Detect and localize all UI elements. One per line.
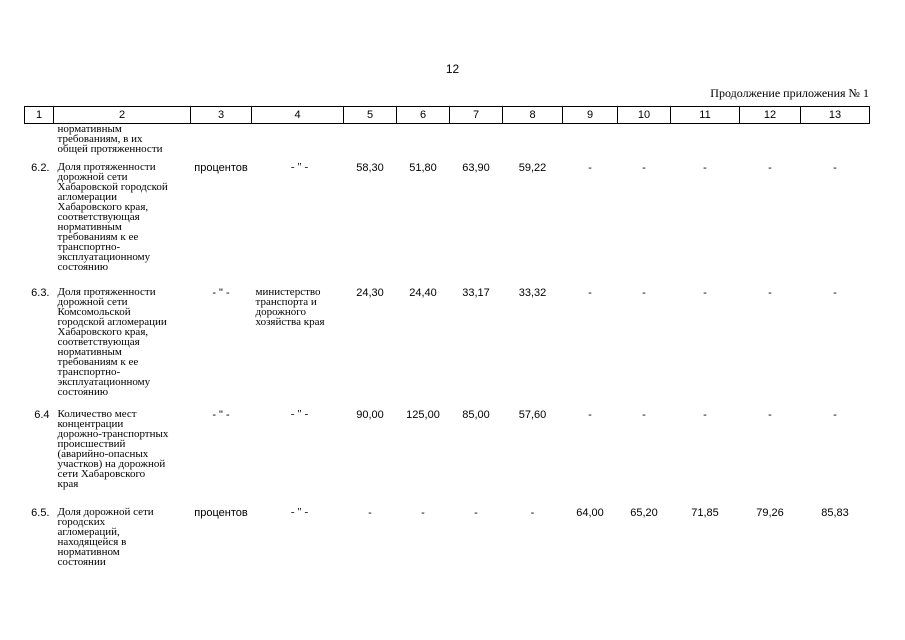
value-cell: - — [588, 408, 592, 421]
description-line: нормативным — [57, 220, 122, 233]
description-line: требованиям к ее — [57, 230, 139, 243]
description-line: требованиям, в их — [57, 133, 143, 145]
value-cell: - — [588, 161, 592, 174]
value-cell: - — [833, 161, 837, 174]
description-line: нормативным — [57, 123, 122, 135]
description-line: требованиям к ее — [57, 355, 139, 368]
responsible-line: дорожного — [255, 305, 307, 318]
value-cell: 51,80 — [409, 161, 437, 174]
description-line: Хабаровского края, — [57, 325, 149, 338]
column-header: 3 — [191, 107, 252, 124]
description-line: Доля протяженности — [57, 285, 156, 298]
description-line: агломерации — [57, 190, 118, 203]
value-cell: 24,40 — [409, 286, 437, 299]
value-cell: 64,00 — [576, 506, 604, 519]
description-line: сети Хабаровского — [57, 467, 146, 480]
responsible-cell — [252, 284, 344, 406]
value-cell: 85,83 — [821, 506, 849, 519]
value-cell: - — [703, 161, 707, 174]
description-line: агломераций, — [57, 525, 120, 538]
description-line: концентрации — [57, 417, 124, 430]
unit-cell: процентов — [194, 506, 248, 519]
value-cell: - — [833, 408, 837, 421]
responsible-line: - " - — [290, 160, 309, 173]
value-cell: - — [530, 506, 535, 519]
row-description — [54, 124, 191, 159]
description-line: Хабаровской городской — [57, 180, 168, 193]
description-line: Доля протяженности — [57, 160, 156, 173]
value-cell: 71,85 — [691, 506, 719, 519]
responsible-cell — [252, 504, 344, 574]
value-cell: 58,30 — [356, 161, 384, 174]
value-cell: 65,20 — [630, 506, 658, 519]
value-cell: - — [368, 506, 372, 519]
table-row — [25, 159, 870, 284]
column-header: 2 — [54, 107, 191, 124]
value-cell: 79,26 — [756, 506, 784, 519]
value-cell: 33,17 — [462, 286, 490, 299]
description-line: (аварийно-опасных — [57, 447, 149, 460]
responsible-line: министерство — [255, 285, 321, 298]
row-description — [54, 284, 191, 406]
description-line: дорожно-транспортных — [57, 427, 169, 440]
table-row — [25, 504, 870, 574]
description-line: транспортно- — [57, 365, 121, 378]
description-line: состоянию — [57, 260, 109, 273]
description-line: городских — [57, 515, 106, 528]
value-cell: - — [768, 408, 772, 421]
column-header: 11 — [671, 107, 740, 124]
description-line: эксплуатационному — [57, 250, 151, 263]
continuation-label: Продолжение приложения № 1 — [710, 86, 869, 100]
row-description — [54, 159, 191, 284]
column-header: 6 — [397, 107, 450, 124]
value-cell: - — [703, 286, 707, 299]
unit-cell: - " - — [212, 408, 230, 421]
value-cell: 57,60 — [518, 408, 547, 421]
column-header: 5 — [344, 107, 397, 124]
value-cell: 90,00 — [356, 408, 384, 421]
description-line: происшествий — [57, 437, 126, 450]
value-cell: - — [703, 408, 707, 421]
indicators-table — [24, 106, 870, 574]
description-line: нормативным — [57, 345, 122, 358]
responsible-cell — [252, 159, 344, 284]
column-header: 1 — [25, 107, 54, 124]
description-line: дорожной сети — [57, 170, 128, 183]
responsible-cell — [252, 406, 344, 504]
description-line: соответствующая — [57, 335, 140, 348]
value-cell: - — [588, 286, 592, 299]
row-number: 6.3. — [31, 286, 50, 299]
value-cell: - — [833, 286, 837, 299]
description-line: Комсомольской — [57, 305, 131, 318]
value-cell: - — [642, 408, 646, 421]
description-line: состоянию — [57, 385, 109, 398]
value-cell: 125,00 — [406, 408, 440, 421]
responsible-line: транспорта и — [255, 295, 317, 308]
page-number: 12 — [445, 62, 460, 76]
row-description — [54, 504, 191, 574]
row-number: 6.4 — [34, 408, 50, 421]
value-cell: 63,90 — [462, 161, 490, 174]
value-cell: - — [768, 161, 772, 174]
description-line: нормативном — [57, 545, 120, 558]
description-line: транспортно- — [57, 240, 121, 253]
unit-cell: процентов — [194, 161, 248, 174]
value-cell: - — [768, 286, 772, 299]
description-line: эксплуатационному — [57, 375, 151, 388]
description-line: дорожной сети — [57, 295, 128, 308]
value-cell: - — [474, 506, 478, 519]
value-cell: 33,32 — [518, 286, 547, 299]
description-line: состоянии — [57, 555, 106, 568]
responsible-line: - " - — [290, 505, 309, 518]
column-header: 10 — [618, 107, 671, 124]
description-line: общей протяженности — [57, 143, 163, 155]
value-cell: - — [642, 286, 646, 299]
value-cell: - — [642, 161, 646, 174]
column-header: 8 — [503, 107, 563, 124]
value-cell: 24,30 — [356, 286, 384, 299]
column-header: 7 — [450, 107, 503, 124]
value-cell: 85,00 — [462, 408, 490, 421]
description-line: находящейся в — [57, 535, 127, 548]
row-number: 6.5. — [31, 506, 50, 519]
table-header-row — [25, 107, 870, 124]
description-line: городской агломерации — [57, 315, 167, 328]
unit-cell: - " - — [212, 286, 230, 299]
description-line: Доля дорожной сети — [57, 505, 154, 518]
row-number — [25, 124, 54, 159]
responsible-line: - " - — [290, 407, 309, 420]
table-row — [25, 284, 870, 406]
description-line: соответствующая — [57, 210, 140, 223]
row-number: 6.2. — [31, 161, 50, 174]
description-line: участков) на дорожной — [57, 457, 166, 470]
value-cell: - — [421, 506, 425, 519]
column-header: 13 — [801, 107, 870, 124]
table-row — [25, 124, 870, 159]
column-header: 9 — [563, 107, 618, 124]
table-row — [25, 406, 870, 504]
description-line: Количество мест — [57, 407, 137, 420]
description-line: Хабаровского края, — [57, 200, 149, 213]
description-line: края — [57, 477, 79, 490]
column-header: 4 — [252, 107, 344, 124]
row-description — [54, 406, 191, 504]
column-header: 12 — [740, 107, 801, 124]
responsible-line: хозяйства края — [255, 315, 325, 328]
value-cell: 59,22 — [518, 161, 547, 174]
